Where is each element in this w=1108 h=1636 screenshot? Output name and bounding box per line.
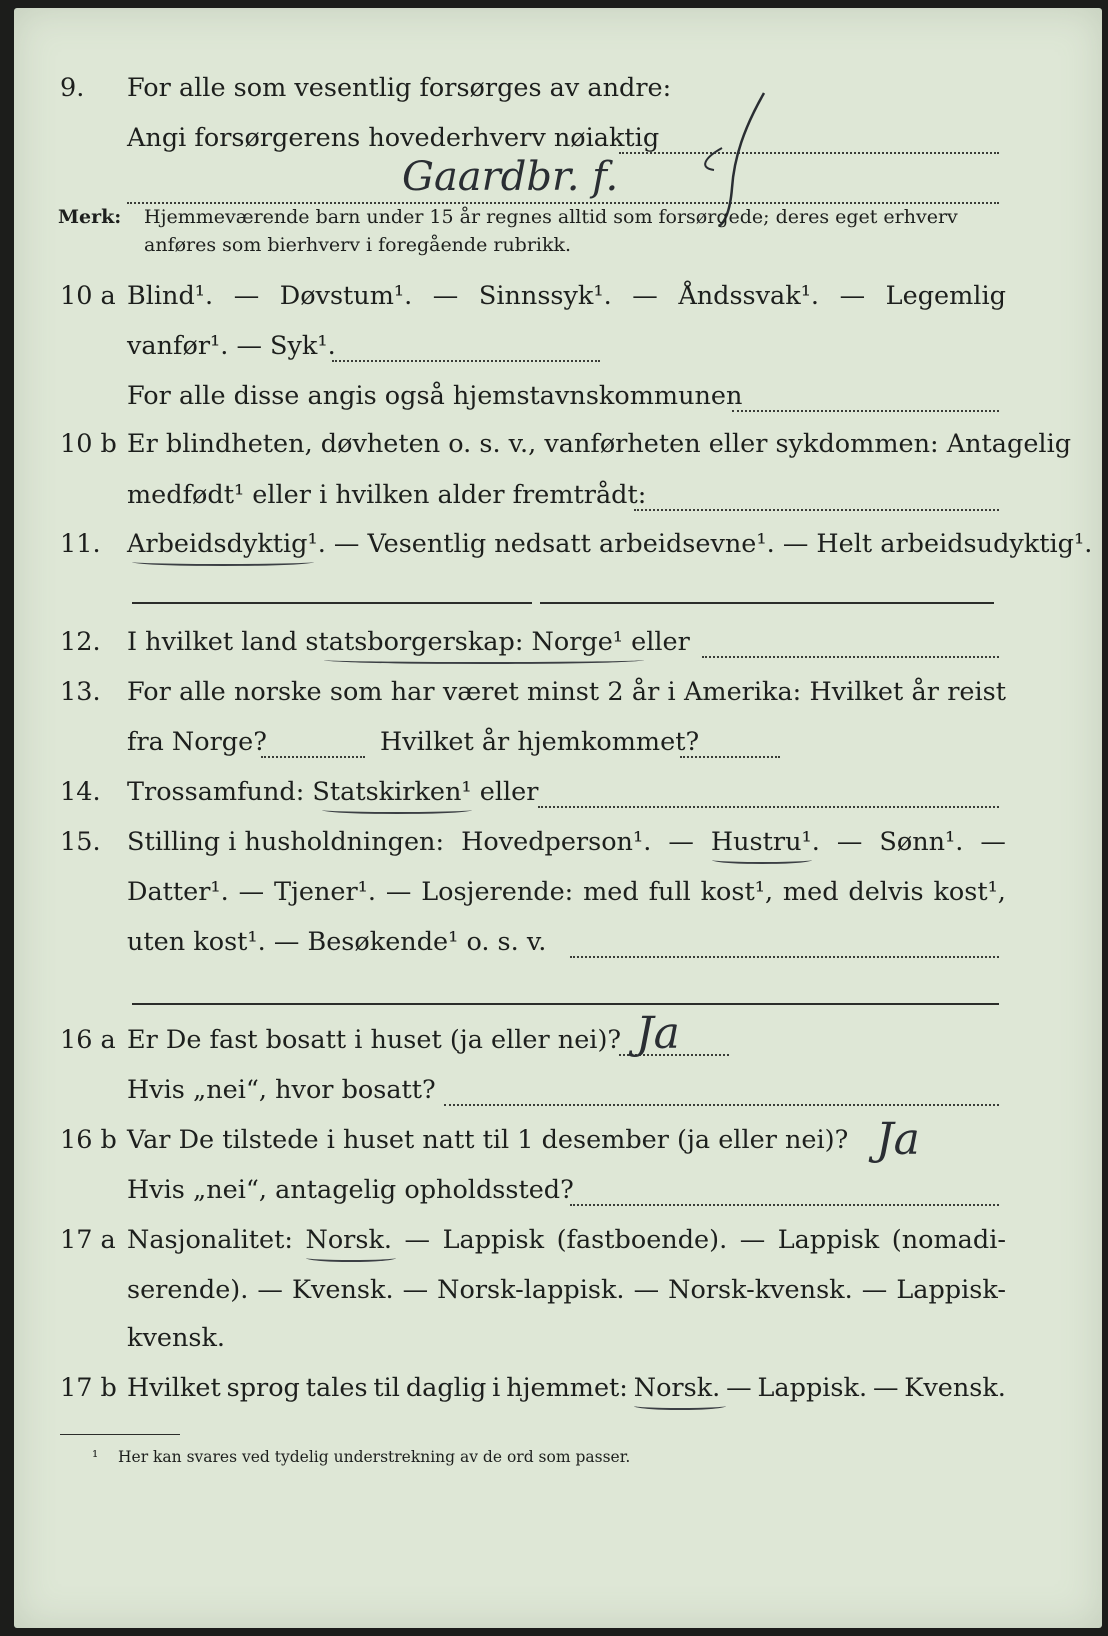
- q15-text-1: Stilling i husholdningen: Hovedperson¹. — Hustru¹. — Sønn¹. —: [127, 827, 1006, 857]
- q15-separator: [132, 1003, 999, 1005]
- q16b-text-2: Hvis „nei“, antagelig opholdssted?: [127, 1175, 574, 1205]
- option-kvensk[interactable]: Kvensk.: [291, 1275, 394, 1305]
- option-lappisk[interactable]: Lappisk.: [757, 1373, 868, 1403]
- footnote-mark: ¹: [92, 1448, 99, 1466]
- option-full-kost[interactable]: kost¹,: [700, 877, 774, 907]
- q14-number: 14.: [60, 777, 101, 807]
- q11-number: 11.: [60, 529, 101, 559]
- q13-number: 13.: [60, 677, 101, 707]
- q9-text-1: For alle som vesentlig forsørges av andre:: [127, 73, 672, 103]
- option-andssvak[interactable]: Åndssvak¹.: [678, 281, 820, 311]
- q16a-dotted-line-2[interactable]: [444, 1104, 999, 1106]
- q10a-number: 10 a: [60, 281, 116, 311]
- q14-handwritten-underline: [322, 806, 472, 814]
- q11-handwritten-underline: [132, 558, 314, 566]
- option-hovedperson[interactable]: Hovedperson¹.: [461, 827, 652, 857]
- q9-text-2: Angi forsørgerens hovederhverv nøiaktig: [127, 123, 660, 153]
- q10b-dotted-line[interactable]: [634, 509, 999, 511]
- q13-text-2a: fra Norge?: [127, 727, 267, 757]
- q17a-text-1: Nasjonalitet: Norsk. — Lappisk (fastboende). — Lappisk (nomadi-: [127, 1225, 1006, 1255]
- dash: —: [233, 281, 260, 311]
- q10a-dotted-line-1[interactable]: [332, 360, 600, 362]
- q17a-text-2: serende). — Kvensk. — Norsk-lappisk. — Norsk-kvensk. — Lappisk-: [127, 1275, 1006, 1305]
- q10a-dotted-line-2[interactable]: [732, 410, 999, 412]
- footnote-rule: [60, 1434, 180, 1435]
- q15-text-3: uten kost¹. — Besøkende¹ o. s. v.: [127, 927, 547, 957]
- option-hustru[interactable]: Hustru¹.: [710, 827, 820, 857]
- option-norsk[interactable]: Norsk.: [633, 1373, 721, 1403]
- q15-dotted-line[interactable]: [570, 956, 999, 958]
- q16b-dotted-line[interactable]: [570, 1204, 999, 1206]
- q10b-number: 10 b: [60, 429, 117, 459]
- q13-text-2b: Hvilket år hjemkommet?: [380, 727, 700, 757]
- q16a-text-1: Er De fast bosatt i huset (ja eller nei)?: [127, 1025, 622, 1055]
- q13-text-1: For alle norske som har været minst 2 år i Amerika: Hvilket år reist: [127, 677, 1006, 707]
- q16a-text-2: Hvis „nei“, hvor bosatt?: [127, 1075, 436, 1105]
- q17a-handwritten-underline: [306, 1254, 396, 1262]
- merk-text-2: anføres som bierhverv i foregående rubrikk.: [144, 234, 572, 256]
- q16b-text-1: Var De tilstede i huset natt til 1 desember (ja eller nei)?: [127, 1125, 849, 1155]
- q14-text-1: Trossamfund: Statskirken¹ eller: [127, 777, 539, 807]
- option-legemlig[interactable]: Legemlig: [885, 281, 1006, 311]
- q17b-handwritten-underline: [634, 1402, 726, 1410]
- q15-number: 15.: [60, 827, 101, 857]
- q11-separator-1: [132, 602, 532, 604]
- q9-answer-dotted-line-2[interactable]: [127, 202, 999, 204]
- q12-dotted-line[interactable]: [702, 656, 999, 658]
- q17a-text-3: kvensk.: [127, 1323, 226, 1353]
- q11-separator-2: [540, 602, 994, 604]
- q17b-text-1: Hvilket sprog tales til daglig i hjemmet: Norsk. — Lappisk. — Kvensk.: [127, 1373, 1006, 1403]
- q15-text-2: Datter¹. — Tjener¹. — Losjerende: med full kost¹, med delvis kost¹,: [127, 877, 1006, 907]
- option-sonn[interactable]: Sønn¹.: [879, 827, 964, 857]
- q10a-options: [127, 281, 1006, 311]
- q16b-handwritten-answer: Ja: [876, 1114, 920, 1165]
- q12-text-1: I hvilket land statsborgerskap: Norge¹ eller: [127, 627, 690, 657]
- q10a-text-2: vanfør¹. — Syk¹.: [127, 331, 336, 361]
- q11-text-1: Arbeidsdyktig¹. — Vesentlig nedsatt arbeidsevne¹. — Helt arbeidsudyktig¹.: [127, 529, 1093, 559]
- q12-number: 12.: [60, 627, 101, 657]
- q10b-text-2: medfødt¹ eller i hvilken alder fremtrådt:: [127, 480, 647, 510]
- option-lappisk-kvensk[interactable]: Lappisk-: [896, 1275, 1006, 1305]
- q16b-number: 16 b: [60, 1125, 117, 1155]
- q17b-number: 17 b: [60, 1373, 117, 1403]
- footnote-text: Her kan svares ved tydelig understrekning av de ord som passer.: [118, 1448, 631, 1466]
- q13-dotted-line-2[interactable]: [680, 756, 780, 758]
- q17a-number: 17 a: [60, 1225, 116, 1255]
- option-norsk-lappisk[interactable]: Norsk-lappisk.: [437, 1275, 625, 1305]
- option-dovstum[interactable]: Døvstum¹.: [279, 281, 413, 311]
- option-norsk-kvensk[interactable]: Norsk-kvensk.: [668, 1275, 853, 1305]
- q10b-text-1: Er blindheten, døvheten o. s. v., vanførheten eller sykdommen: Antagelig: [127, 429, 1072, 459]
- option-blind[interactable]: Blind¹.: [127, 281, 214, 311]
- dash: —: [432, 281, 459, 311]
- dash: —: [632, 281, 658, 311]
- q16a-number: 16 a: [60, 1025, 116, 1055]
- q16a-handwritten-answer: Ja: [636, 1008, 680, 1059]
- merk-label: Merk:: [58, 206, 122, 228]
- option-norsk[interactable]: Norsk.: [305, 1225, 393, 1255]
- dash: —: [839, 281, 866, 311]
- q9-number: 9.: [60, 73, 85, 103]
- q12-handwritten-underline: [324, 656, 644, 664]
- census-form-page: [14, 8, 1102, 1628]
- q14-dotted-line[interactable]: [538, 806, 999, 808]
- q13-dotted-line-1[interactable]: [261, 756, 365, 758]
- q15-handwritten-underline: [712, 856, 812, 864]
- option-tjener[interactable]: Tjener¹.: [273, 877, 376, 907]
- q10a-text-3: For alle disse angis også hjemstavnskommunen: [127, 381, 743, 411]
- option-sinnssyk[interactable]: Sinnssyk¹.: [478, 281, 612, 311]
- option-lappisk-fast[interactable]: Lappisk: [442, 1225, 545, 1255]
- option-datter[interactable]: Datter¹.: [127, 877, 229, 907]
- option-kvensk[interactable]: Kvensk.: [904, 1373, 1006, 1403]
- q9-handwritten-answer: Gaardbr. f.: [402, 154, 619, 200]
- option-lappisk-nomad[interactable]: Lappisk: [777, 1225, 880, 1255]
- option-delvis-kost[interactable]: kost¹,: [933, 877, 1006, 907]
- merk-text-1: Hjemmeværende barn under 15 år regnes alltid som forsørgede; deres eget erhverv: [144, 206, 958, 228]
